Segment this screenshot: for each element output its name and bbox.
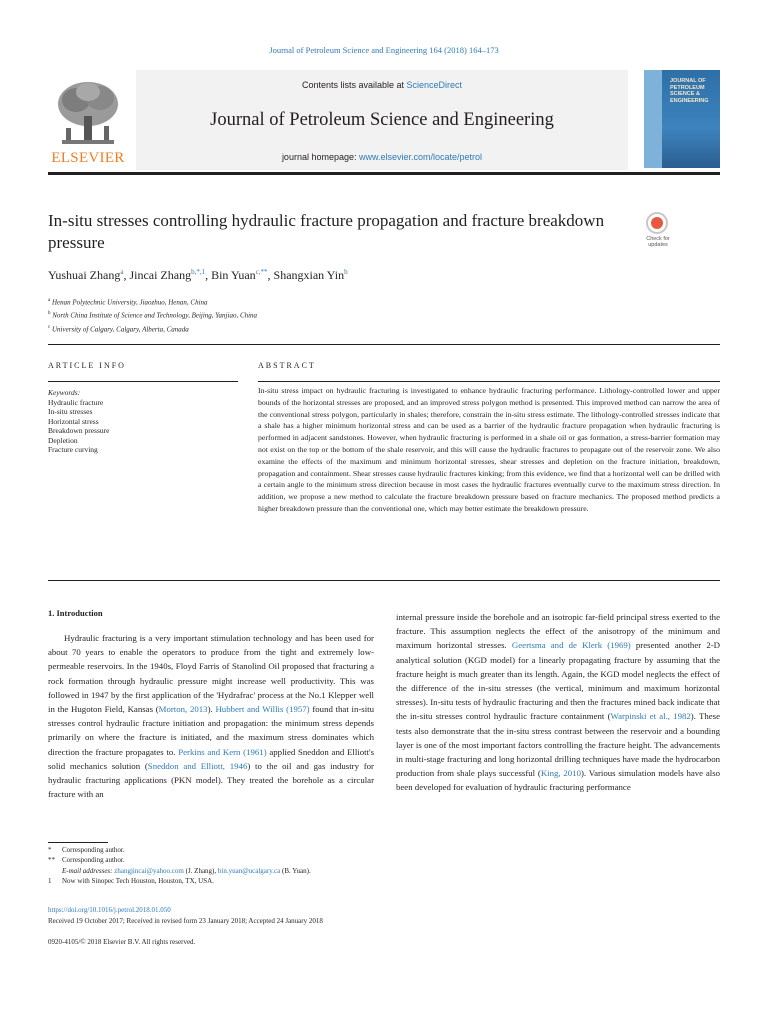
keyword-item: Breakdown pressure [48, 426, 110, 435]
keyword-item: Horizontal stress [48, 416, 99, 426]
author-name[interactable]: Yushuai Zhang [48, 268, 121, 282]
check-updates-label: Check for updates [646, 236, 670, 248]
homepage-label: journal homepage: [281, 152, 359, 162]
article-dates: Received 19 October 2017; Received in revised form 23 January 2018; Accepted 24 January 2018 [48, 916, 323, 925]
keyword-item: Hydraulic fracture [48, 397, 104, 407]
author-name[interactable]: Jincai Zhang [129, 268, 192, 282]
ref-link[interactable]: Hubbert and Willis (1957) [215, 704, 310, 715]
ref-link[interactable]: Geertsma and de Klerk (1969) [511, 640, 631, 651]
copyright-line: 0920-4105/© 2018 Elsevier B.V. All rights reserved. [48, 938, 196, 946]
abstract-text: In-situ stress impact on hydraulic fracturing is investigated to enhance hydraulic fracturing performance. Lithology-controlled lower and upper bounds of the horizontal stresses are proposed, and an improved stress polygon method is presented. This improved method can narrow the area of the conventional stress polygon, particularly in shales; therefore, constrain the in-situ stress estimate. The lithology-controlled stresses indicate that a shale has a higher minimum horizontal stress and can be used as a barrier of the hydraulic fracture propagation when hydraulic fracturing is performed in adjacent sandstones. However, when hydraulic fracturing is performed in a shale oil or gas formation, a stress-barrier formation may not exist on the top or the bottom of the shale reservoir, and this will cause the hydraulic fractures to propagate out of the reservoir zone. We also examine the effects of the maximum and minimum horizontal stresses, shear stresses and depletion on the fracture initiation, breakdown, propagation and containment. Shear stresses cause hydraulic fractures kinking; from this evidence, we find that a horizontal well can be drilled with a certain angle to the minimum stress direction because in most cases the hydraulic fractures eventually curve to the maximum stress direction. In addition, we propose a new method to calculate the fracture breakdown pressure based on fracture mechanics. The proposed method predicts a higher breakdown pressure than the conventional one, which may better estimate the breakdown pressure. [258, 386, 720, 513]
masthead-center-panel [136, 70, 628, 170]
footnotes [48, 845, 468, 887]
ref-link[interactable]: Warpinski et al., 1982 [610, 711, 691, 722]
keywords-block [48, 388, 238, 455]
journal-masthead [48, 70, 720, 170]
ref-link[interactable]: Morton, 2013 [158, 704, 208, 715]
footnote-emails: E-mail addresses: zhangjincai@yahoo.com (J. Zhang), bin.yuan@ucalgary.ca (B. Yuan). [62, 866, 311, 875]
contents-prefix: Contents lists available at [301, 80, 407, 90]
ref-link[interactable]: King, 2010 [540, 768, 581, 779]
journal-title: Journal of Petroleum Science and Engineering [210, 110, 554, 130]
article-info-rule [48, 381, 238, 382]
ref-link[interactable]: Perkins and Kern (1961) [178, 746, 267, 757]
author-list: Yushuai Zhang$^a$, Jincai Zhang$^{b,*,1}$, Bin Yuan$^{c,**}$, Shangxian Yin$^b$ [48, 268, 348, 282]
author-affiliation-mark[interactable]: b [344, 268, 348, 276]
intro-left-column: Hydraulic fracturing is a very important stimulation technology and has been used for about 70 years to enable the operators to produce from the tight and extremely low-permeable reservoirs. In the 1940s, Floyd Farris of Stanolind Oil proposed that fracturing a rock formation through hydraulic pressure might increase well productivity. This was followed in 1947 by the first application of the 'Hydrafrac' process at the No.1 Klepper well in the Hugoton Field, Kansas (Morton, 2013). Hubbert and Willis (1957) found that in-situ stresses control hydraulic fracture initiation and propagation: the minimum stress depends primarily on where the fracture is initiated, and the maximum stress dominates which direction the fracture propagates to. Perkins and Kern (1961) applied Sneddon and Elliott's solid mechanics solution (Sneddon and Elliott, 1946) to the oil and gas industry for hydraulic fracturing applications (PKN model). They treated the borehole as a circular fracture with an [48, 633, 374, 800]
doi-link[interactable]: https://doi.org/10.1016/j.petrol.2018.01.050 [48, 906, 171, 914]
affiliation-item: $^b$ North China Institute of Science and Technology, Beijing, Yanjiao, China [48, 311, 258, 320]
contents-available-line [136, 80, 628, 90]
footnote-item: ** Corresponding author. [48, 856, 125, 865]
affiliation-list [48, 295, 648, 335]
abstract-rule [258, 381, 720, 382]
masthead-bottom-rule [48, 172, 720, 175]
article-title: In-situ stresses controlling hydraulic fracture propagation and fracture breakdown pressure [48, 211, 605, 252]
journal-homepage-line [136, 152, 628, 162]
keyword-item: In-situ stresses [48, 407, 93, 416]
journal-citation[interactable]: Journal of Petroleum Science and Engineering 164 (2018) 164–173 [269, 45, 499, 55]
email-link[interactable]: zhangjincai@yahoo.com [114, 866, 184, 875]
author-affiliation-mark[interactable]: a [120, 268, 124, 276]
author-affiliation-mark[interactable]: b,*,1 [191, 268, 206, 276]
keyword-item: Depletion [48, 435, 78, 445]
check-for-updates-badge[interactable] [640, 212, 676, 256]
affiliation-item: $^c$ University of Calgary, Calgary, Alberta, Canada [48, 324, 189, 333]
affiliation-item: $^a$ Henan Polytechnic University, Jiaozhuo, Henan, China [48, 298, 208, 307]
keyword-item: Fracture curving [48, 445, 98, 454]
footnote-item: 1 Now with Sinopec Tech Houston, Houston, TX, USA. [48, 877, 214, 886]
article-footer [48, 905, 548, 926]
ref-link[interactable]: Sneddon and Elliott, 1946 [147, 760, 248, 771]
cover-strip [644, 70, 662, 168]
info-bottom-rule [48, 580, 720, 581]
article-info-heading: ARTICLE INFO [48, 361, 126, 370]
homepage-link[interactable]: www.elsevier.com/locate/petrol [359, 152, 483, 162]
keywords-label: Keywords: [48, 388, 81, 397]
sciencedirect-link[interactable]: ScienceDirect [406, 80, 463, 90]
cover-title: JOURNAL OF PETROLEUM SCIENCE & ENGINEERING [670, 78, 709, 104]
author-name[interactable]: Bin Yuan [211, 268, 256, 282]
email-link[interactable]: bin.yuan@ucalgary.ca [217, 866, 281, 875]
author-name[interactable]: Shangxian Yin [273, 268, 345, 282]
journal-cover-thumbnail[interactable] [644, 70, 720, 168]
abstract-heading: ABSTRACT [258, 361, 316, 370]
info-top-rule [48, 344, 720, 345]
elsevier-logo[interactable] [48, 70, 128, 168]
footnote-item: * Corresponding author. [48, 846, 125, 854]
elsevier-tree-icon [54, 78, 122, 148]
footnote-rule [48, 842, 108, 843]
author-affiliation-mark[interactable]: c,** [255, 268, 268, 276]
introduction-heading: 1. Introduction [48, 608, 103, 618]
intro-right-column: internal pressure inside the borehole and an isotropic far-field principal stress exerted to the fracture. This assumption neglects the effect of the anisotropy of the minimum and maximum horizontal stresses. Geertsma and de Klerk (1969) presented another 2-D analytical solution (KGD model) for a linearly propagating fracture by assuming that the fracture height is much greater than its length. Again, the KGD model neglects the effect of the difference of the in-situ stresses (the vertical, minimum and maximum horizontal stresses). In-situ tests of hydraulic fracturing and then the fractures mined back indicate that the in-situ stresses control hydraulic fracture containment (Warpinski et al., 1982). These tests also demonstrate that the in-situ stress contrast between the reservoir and a bounding layer is one of the most important factors controlling the fracture height. The advancements in multi-stage fracturing and long horizontal drilling techniques have made the hydrocarbon production from shale plays successful (King, 2010). Various simulation models have also been developed for evaluation of hydraulic fracturing performance [396, 612, 721, 793]
check-updates-icon [646, 212, 668, 234]
elsevier-wordmark: ELSEVIER [51, 150, 125, 166]
